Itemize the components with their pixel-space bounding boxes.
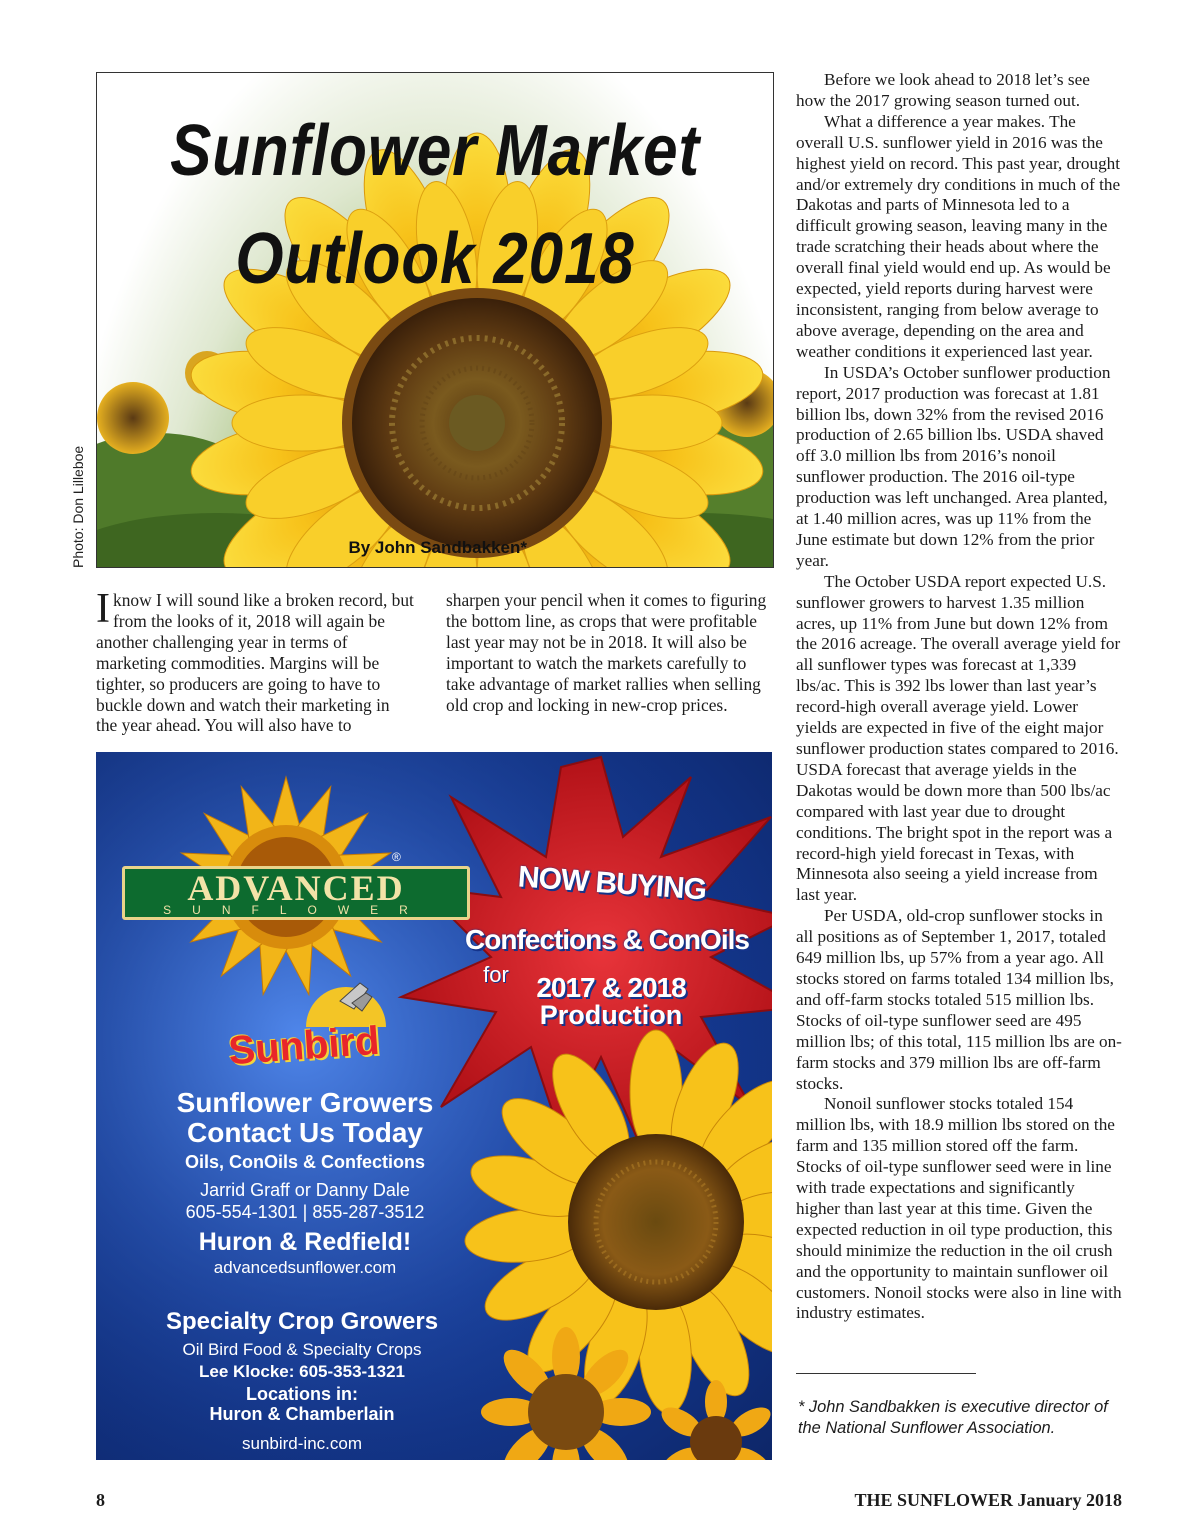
author-note: * John Sandbakken is executive director of the National Sunflower Association.	[798, 1398, 1108, 1437]
article-paragraph: The October USDA report expected U.S. sunflower growers to harvest 1.35 million acres, up 11% from June but down 12% from the 2016 acreage. The overall average yield for all sunflower types was forecast at 1,339 lbs/ac. This is 392 lbs lower than last year’s record-high overall average yield. Lower yields are expected in five of the eight major sunflower production states compared to 2016. USDA forecast that average yields in the Dakotas would be down more than 500 lbs/ac compared with last year due to drought conditions. The bright spot in the report was a record-high yield forecast in Texas, with Minnesota also seeing a yield increase from last year.	[796, 571, 1121, 905]
ad-headline-specialty: Specialty Crop Growers	[165, 1308, 439, 1335]
article-title	[144, 97, 725, 313]
registered-mark: ®	[392, 850, 401, 864]
ad-website-sunbird[interactable]: sunbird-inc.com	[242, 1434, 362, 1453]
ad-locations-label: Locations in:	[246, 1384, 358, 1404]
burst-production: Production	[539, 1000, 683, 1030]
burst-now-buying: NOW BUYING	[516, 860, 708, 907]
intro-text-1: know I will sound like a broken record, but from the looks of it, 2018 will again be another challenging year in terms of marketing commodities. Margins will be tighter, so producers are going to have to buckle down and watch their marketing in the year ahead. You will also have to	[96, 590, 414, 736]
intro-text-2: sharpen your pencil when it comes to figuring the bottom line, as crops that were profitable last year may not be in 2018. It will also be important to watch the markets carefully to take advantage of market rallies when selling old crop and locking in new-crop prices.	[446, 590, 767, 715]
ad-contacts: Jarrid Graff or Danny Dale	[200, 1180, 410, 1200]
footnote-divider	[796, 1373, 976, 1374]
byline: By John Sandbakken*	[348, 538, 527, 557]
article-paragraph: Per USDA, old-crop sunflower stocks in all positions as of September 1, 2017, totaled 649 million lbs, up 57% from a year ago. All stocks stored on farms totaled 134 million lbs, and off-farm stocks totaled 515 million lbs. Stocks of oil-type sunflower seed are 495 million lbs; of this total, 115 million lbs are on-farm stocks and 379 million lbs are off-farm stocks.	[796, 906, 1122, 1093]
advanced-sunflower-logo	[122, 866, 470, 920]
burst-confections: Confections & ConOils	[465, 924, 749, 955]
article-paragraph: What a difference a year makes. The overall U.S. sunflower yield in 2016 was the highest yield on record. This past year, drought and/or extremely dry conditions in much of the Dakotas and parts of Minnesota led to a difficult growing season, leaving many in the trade scratching their heads about where the overall final yield would end up. As would be expected, yield reports during harvest were inconsistent, ranging from below average to above average, depending on the area and weather conditions it experienced last year.	[796, 111, 1121, 361]
article-paragraph: In USDA’s October sunflower production report, 2017 production was forecast at 1.81 billion lbs, down 32% from the revised 2016 production of 2.65 billion lbs. USDA shaved off 3.0 million lbs from 2016’s nonoil sunflower production. The 2016 oil-type production was left unchanged. Area planted, at 1.40 million acres, was up 11% from the June estimate but down 12% from the prior year.	[796, 362, 1111, 570]
ad-headline-growers: Sunflower Growers	[176, 1087, 434, 1118]
intro-column-2	[446, 590, 772, 715]
ad-subhead-specialty: Oil Bird Food & Specialty Crops	[182, 1340, 422, 1359]
title-line-1: Sunflower Market	[170, 111, 700, 191]
ad-locations-sunbird: Huron & Chamberlain	[209, 1404, 395, 1424]
publication-footer: THE SUNFLOWER January 2018	[854, 1490, 1122, 1510]
article-body-column	[796, 70, 1122, 1324]
logo-advanced-word: ADVANCED	[187, 868, 405, 908]
ad-headline-contact: Contact Us Today	[187, 1117, 423, 1148]
advertisement	[96, 752, 772, 1460]
drop-cap: I	[96, 586, 110, 632]
logo-advanced-sub: SUNFLOWER	[163, 903, 429, 917]
burst-years: 2017 & 2018	[536, 972, 686, 1003]
title-line-2: Outlook 2018	[235, 219, 635, 299]
ad-website-advanced[interactable]: advancedsunflower.com	[213, 1258, 397, 1277]
intro-column-1	[96, 586, 414, 736]
ad-products: Oils, ConOils & Confections	[184, 1152, 426, 1172]
article-paragraph: Before we look ahead to 2018 let’s see how the 2017 growing season turned out.	[796, 70, 1090, 110]
page-number: 8	[96, 1490, 105, 1510]
ad-contact-specialty: Lee Klocke: 605-353-1321	[198, 1362, 406, 1381]
photo-credit: Photo: Don Lilleboe	[70, 445, 86, 568]
article-paragraph: Nonoil sunflower stocks totaled 154 million lbs, with 18.9 million lbs stored on the farm and 135 million stored off the farm. Stocks of oil-type sunflower seed were in line with trade expectations and significantly higher than last year at this time. Given the expected reduction in oil type production, this should minimize the reduction in the oil crush and the opportunity to maintain sunflower oil customers. Nonoil stocks were also in line with industry estimates.	[796, 1094, 1122, 1323]
ad-phones: 605-554-1301 | 855-287-3512	[185, 1202, 425, 1222]
sunbird-logo: Sunbird	[227, 1018, 381, 1074]
burst-for: for	[483, 962, 509, 987]
ad-locations-advanced: Huron & Redfield!	[198, 1228, 412, 1256]
hero-photo	[96, 72, 774, 568]
